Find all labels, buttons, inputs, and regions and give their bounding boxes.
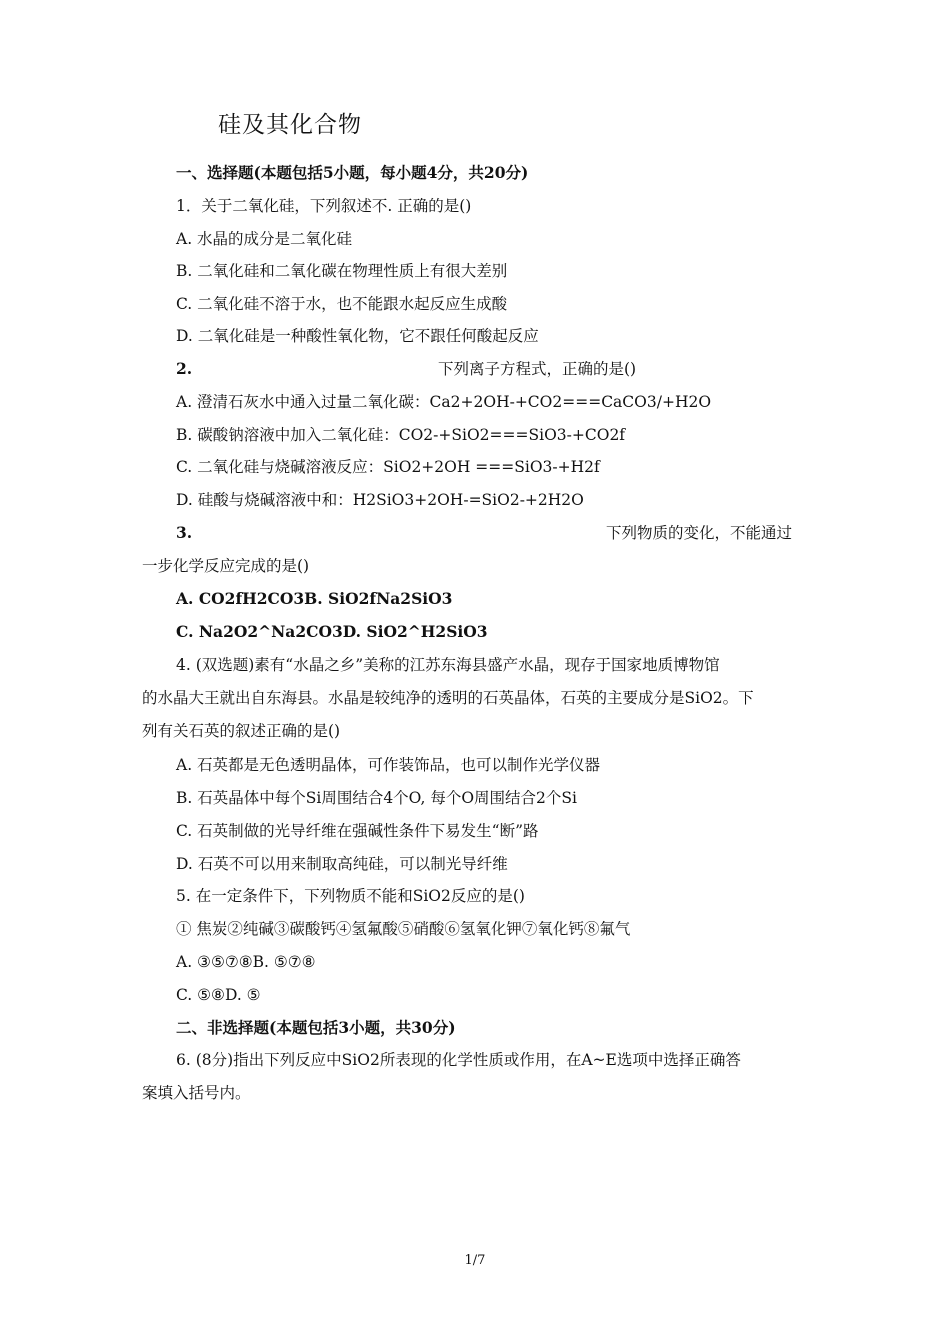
question-1: 1．关于二氧化硅，下列叙述不. 正确的是() xyxy=(176,197,472,215)
option-1b: B. 二氧化硅和二氧化碳在物理性质上有很大差别 xyxy=(176,262,508,280)
question-5-items: ① 焦炭②纯碱③碳酸钙④氢氟酸⑤硝酸⑥氢氧化钾⑦氧化钙⑧氟气 xyxy=(176,920,631,938)
question-5: 5. 在一定条件下，下列物质不能和SiO2反应的是() xyxy=(176,887,525,905)
question-6-line-1: 6. (8分)指出下列反应中SiO2所表现的化学性质或作用，在A~E选项中选择正确答 xyxy=(176,1051,741,1069)
question-6-line-2: 案填入括号内。 xyxy=(142,1084,251,1102)
option-2c: C. 二氧化硅与烧碱溶液反应：SiO2+2OH ===SiO3-+H2f xyxy=(176,458,600,476)
question-4-line-3: 列有关石英的叙述正确的是() xyxy=(142,722,341,740)
option-2b: B. 碳酸钠溶液中加入二氧化硅：CO2-+SiO2===SiO3-+CO2f xyxy=(176,426,626,444)
section-heading-non-choice: 二、非选择题(本题包括3小题，共30分) xyxy=(176,1018,456,1037)
question-3-text: 下列物质的变化，不能通过 xyxy=(606,524,793,542)
question-2-text: 下列离子方程式，正确的是() xyxy=(438,360,637,378)
option-1d: D. 二氧化硅是一种酸性氧化物，它不跟任何酸起反应 xyxy=(176,327,539,345)
options-3ab: A. CO2fH2CO3B. SiO2fNa2SiO3 xyxy=(176,589,453,608)
options-5cd: C. ⑤⑧D. ⑤ xyxy=(176,986,261,1004)
option-4c: C. 石英制做的光导纤维在强碱性条件下易发生“断”路 xyxy=(176,822,539,840)
option-4b: B. 石英晶体中每个Si周围结合4个O, 每个O周围结合2个Si xyxy=(176,789,577,807)
option-4a: A. 石英都是无色透明晶体，可作装饰品，也可以制作光学仪器 xyxy=(176,756,601,774)
question-3-text-cont: 一步化学反应完成的是() xyxy=(142,557,310,575)
option-2d: D. 硅酸与烧碱溶液中和：H2SiO3+2OH-=SiO2-+2H2O xyxy=(176,491,584,509)
question-4-line-2: 的水晶大王就出自东海县。水晶是较纯净的透明的石英晶体，石英的主要成分是SiO2。下 xyxy=(142,689,754,707)
option-1c: C. 二氧化硅不溶于水，也不能跟水起反应生成酸 xyxy=(176,295,508,313)
page-number: 1/7 xyxy=(464,1253,486,1268)
options-5ab: A. ③⑤⑦⑧B. ⑤⑦⑧ xyxy=(176,953,316,971)
option-1a: A. 水晶的成分是二氧化硅 xyxy=(176,230,353,248)
question-4-line-1: 4. (双选题)素有“水晶之乡”美称的江苏东海县盛产水晶，现存于国家地质博物馆 xyxy=(176,656,720,674)
document-title: 硅及其化合物 xyxy=(218,112,362,138)
section-heading-choice: 一、选择题(本题包括5小题，每小题4分，共20分) xyxy=(176,163,529,182)
option-4d: D. 石英不可以用来制取高纯硅，可以制光导纤维 xyxy=(176,855,508,873)
question-3-number: 3. xyxy=(176,523,193,542)
option-2a: A. 澄清石灰水中通入过量二氧化碳：Ca2+2OH-+CO2===CaCO3/+H2O xyxy=(176,393,712,411)
options-3cd: C. Na2O2^Na2CO3D. SiO2^H2SiO3 xyxy=(176,622,488,641)
question-2-number: 2. xyxy=(176,359,193,378)
